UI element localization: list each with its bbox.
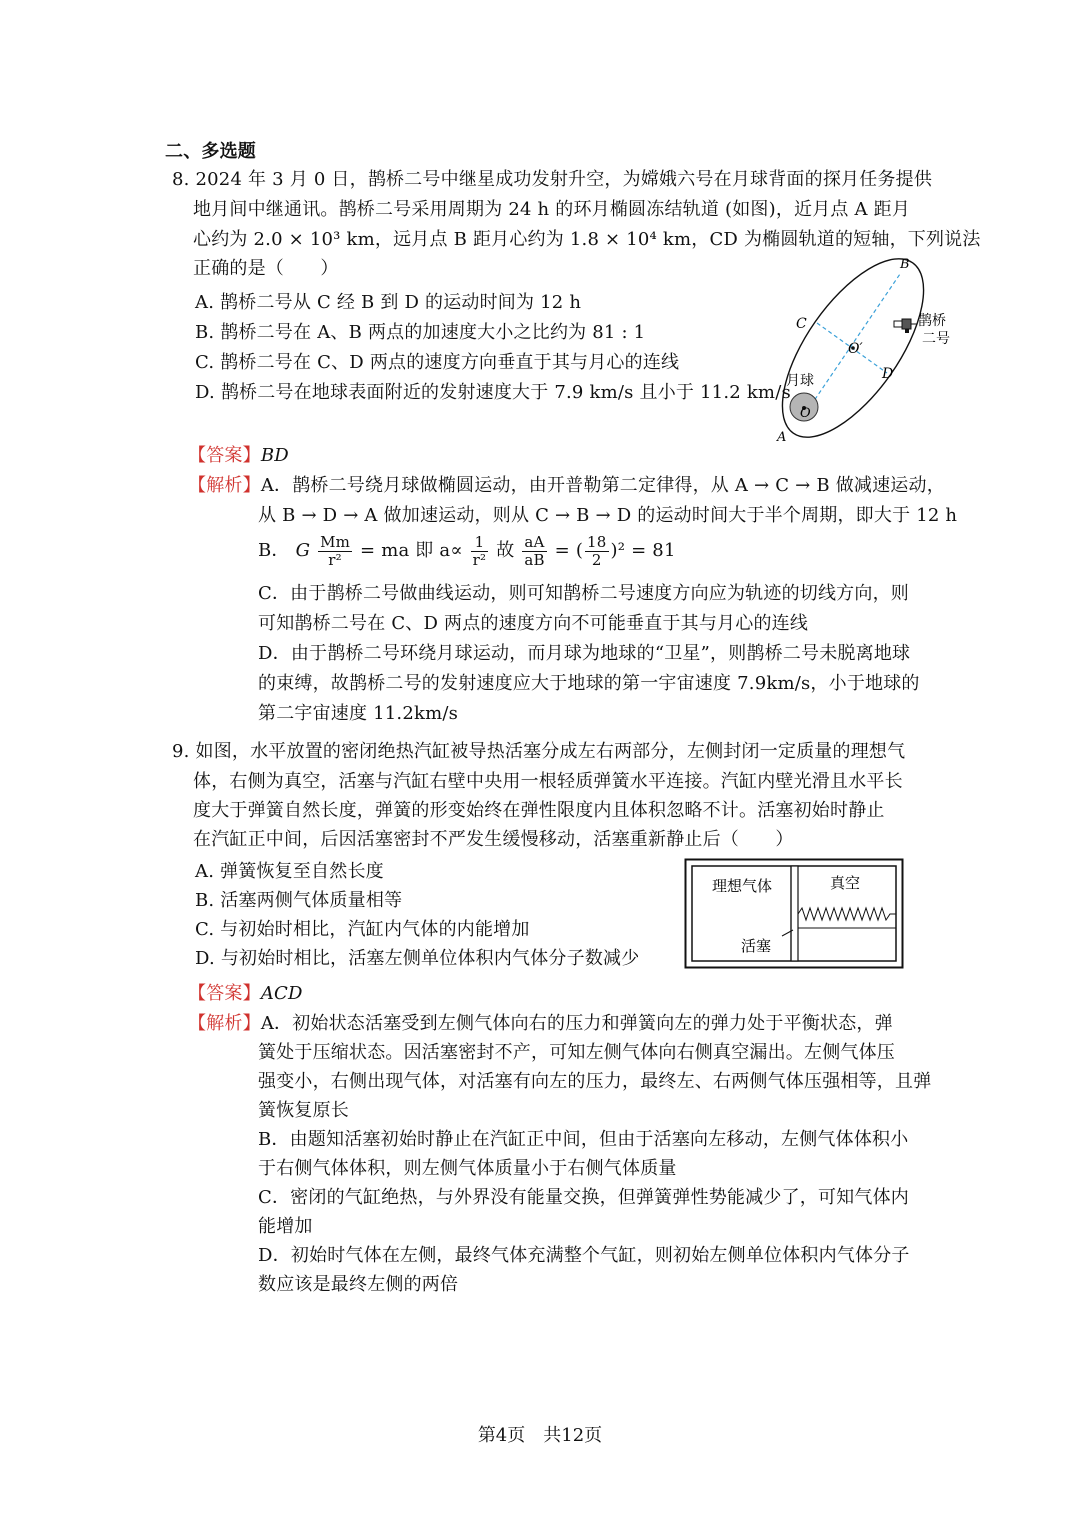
q8-option-d: D. 鹊桥二号在地球表面附近的发射速度大于 7.9 km/s 且小于 11.2 km/s bbox=[195, 382, 791, 403]
q9-option-d: D. 与初始时相比，活塞左侧单位体积内气体分子数减少 bbox=[195, 948, 640, 969]
analysis-text: A．鹊桥二号绕月球做椭圆运动，由开普勒第二定律得，从 A → C → B 做减速运动， bbox=[260, 475, 945, 496]
analysis-text: A．初始状态活塞受到左侧气体向右的压力和弹簧向左的弹力处于平衡状态，弹 bbox=[260, 1013, 893, 1034]
fraction-numerator: 18 bbox=[587, 532, 607, 551]
fraction bbox=[522, 534, 546, 569]
q8-analysis-line: 可知鹊桥二号在 C、D 两点的速度方向不可能垂直于其与月心的连线 bbox=[258, 613, 809, 634]
q9-analysis-line: D．初始时气体在左侧，最终气体充满整个气缸，则初始左侧单位体积内气体分子 bbox=[258, 1245, 910, 1266]
q9-stem-line: 度大于弹簧自然长度，弹簧的形变始终在弹性限度内且体积忽略不计。活塞初始时静止 bbox=[193, 800, 885, 821]
analysis-tag: 【解析】 bbox=[188, 475, 261, 496]
q8-analysis-line: C．由于鹊桥二号做曲线运动，则可知鹊桥二号速度方向应为轨迹的切线方向，则 bbox=[258, 583, 909, 604]
section-title: 二、多选题 bbox=[165, 141, 256, 162]
q9-stem-line: 在汽缸正中间，后因活塞密封不严发生缓慢移动，活塞重新静止后（ ） bbox=[193, 829, 794, 850]
spring bbox=[798, 908, 896, 920]
q9-analysis-line: 能增加 bbox=[258, 1216, 313, 1237]
label-ideal-gas: 理想气体 bbox=[712, 877, 773, 895]
label-moon: 月球 bbox=[786, 373, 814, 389]
label-vacuum: 真空 bbox=[830, 874, 861, 892]
label-o: O bbox=[800, 406, 811, 421]
answer-tag: 【答案】 bbox=[188, 445, 261, 466]
label-b: B bbox=[900, 257, 910, 272]
q9-analysis-line: B．由题知活塞初始时静止在汽缸正中间，但由于活塞向左移动，左侧气体体积小 bbox=[258, 1129, 909, 1150]
fraction-numerator: aA bbox=[522, 534, 546, 552]
label-satellite-2: 二号 bbox=[922, 331, 950, 347]
answer-tag: 【答案】 bbox=[188, 983, 261, 1004]
label-d: D bbox=[882, 366, 894, 382]
q9-analysis-line: 数应该是最终左侧的两倍 bbox=[258, 1274, 459, 1295]
q8-option-c: C. 鹊桥二号在 C、D 两点的速度方向垂直于其与月心的连线 bbox=[195, 352, 680, 373]
q8-stem-line: 地月间中继通讯。鹊桥二号采用周期为 24 h 的环月椭圆冻结轨道 (如图)，近月点 A 距月 bbox=[193, 199, 911, 220]
q8-analysis-formula bbox=[258, 532, 676, 570]
page-footer: 第4页 共12页 bbox=[477, 1425, 603, 1446]
q9-analysis-line: 簧恢复原长 bbox=[258, 1100, 349, 1121]
formula-text: )² = 81 bbox=[610, 540, 676, 561]
q8-analysis-line: 的束缚，故鹊桥二号的发射速度应大于地球的第一宇宙速度 7.9km/s，小于地球的 bbox=[258, 673, 920, 694]
fraction bbox=[471, 534, 489, 569]
fraction-denominator: r² bbox=[328, 550, 342, 569]
q9-analysis-line: 强变小，右侧出现气体，对活塞有向左的压力，最终左、右两侧气体压强相等，且弹 bbox=[258, 1071, 932, 1092]
formula-prefix: B． bbox=[258, 540, 290, 561]
fraction-numerator: Mm bbox=[320, 532, 351, 551]
fraction-numerator: 1 bbox=[471, 534, 489, 552]
fraction bbox=[318, 534, 352, 569]
formula-text: = ma 即 a∝ bbox=[359, 540, 463, 561]
fraction-denominator: aB bbox=[524, 550, 545, 569]
q9-stem-line: 9. 如图，水平放置的密闭绝热汽缸被导热活塞分成左右两部分，左侧封闭一定质量的理想气 bbox=[172, 741, 906, 762]
satellite-icon bbox=[894, 319, 917, 333]
q8-analysis-line: D．由于鹊桥二号环绕月球运动，而月球为地球的“卫星”，则鹊桥二号未脱离地球 bbox=[258, 643, 911, 664]
label-satellite-1: 鹊桥 bbox=[918, 313, 946, 329]
label-c: C bbox=[796, 316, 807, 332]
q8-stem-line: 心约为 2.0 × 10³ km，远月点 B 距月心约为 1.8 × 10⁴ km，CD 为椭圆轨道的短轴，下列说法 bbox=[193, 229, 981, 250]
q8-analysis-line: 从 B → D → A 做加速运动，则从 C → B → D 的运动时间大于半个周期，即大于 12 h bbox=[258, 505, 958, 526]
fraction-denominator: r² bbox=[472, 550, 487, 569]
q8-analysis-line bbox=[188, 471, 945, 501]
label-piston: 活塞 bbox=[741, 937, 772, 955]
q8-option-a: A. 鹊桥二号从 C 经 B 到 D 的运动时间为 12 h bbox=[195, 292, 582, 313]
q9-analysis-line: 于右侧气体体积，则左侧气体质量小于右侧气体质量 bbox=[258, 1158, 677, 1179]
label-a: A bbox=[777, 430, 787, 445]
label-o-prime: O′ bbox=[848, 341, 863, 357]
answer-value: ACD bbox=[260, 983, 303, 1004]
q9-answer bbox=[188, 979, 303, 1009]
q8-stem-line: 8. 2024 年 3 月 0 日，鹊桥二号中继星成功发射升空，为嫦娥六号在月球背面的探月任务提供 bbox=[172, 169, 933, 190]
cylinder-figure bbox=[684, 858, 904, 970]
q9-stem-line: 体，右侧为真空，活塞与汽缸右壁中央用一根轻质弹簧水平连接。汽缸内壁光滑且水平长 bbox=[193, 771, 903, 792]
formula-g: G bbox=[295, 540, 311, 561]
q9-option-c: C. 与初始时相比，汽缸内气体的内能增加 bbox=[195, 919, 530, 940]
fraction-denominator: 2 bbox=[591, 550, 602, 569]
fraction bbox=[585, 534, 609, 569]
q9-option-a: A. 弹簧恢复至自然长度 bbox=[195, 861, 384, 882]
q8-analysis-line: 第二宇宙速度 11.2km/s bbox=[258, 703, 459, 724]
q9-analysis-line: C．密闭的气缸绝热，与外界没有能量交换，但弹簧弹性势能减少了，可知气体内 bbox=[258, 1187, 909, 1208]
q9-analysis-line bbox=[188, 1009, 893, 1039]
orbit-figure bbox=[760, 255, 960, 450]
formula-text: = ( bbox=[554, 540, 584, 561]
analysis-tag: 【解析】 bbox=[188, 1013, 261, 1034]
answer-value: BD bbox=[260, 445, 289, 466]
formula-text: 故 bbox=[496, 540, 515, 561]
q9-analysis-line: 簧处于压缩状态。因活塞密封不产，可知左侧气体向右侧真空漏出。左侧气体压 bbox=[258, 1042, 895, 1063]
q8-answer bbox=[188, 441, 289, 471]
piston bbox=[791, 866, 798, 961]
q8-option-b: B. 鹊桥二号在 A、B 两点的加速度大小之比约为 81 : 1 bbox=[195, 322, 646, 343]
q8-stem-line: 正确的是（ ） bbox=[193, 258, 339, 279]
q9-option-b: B. 活塞两侧气体质量相等 bbox=[195, 890, 403, 911]
